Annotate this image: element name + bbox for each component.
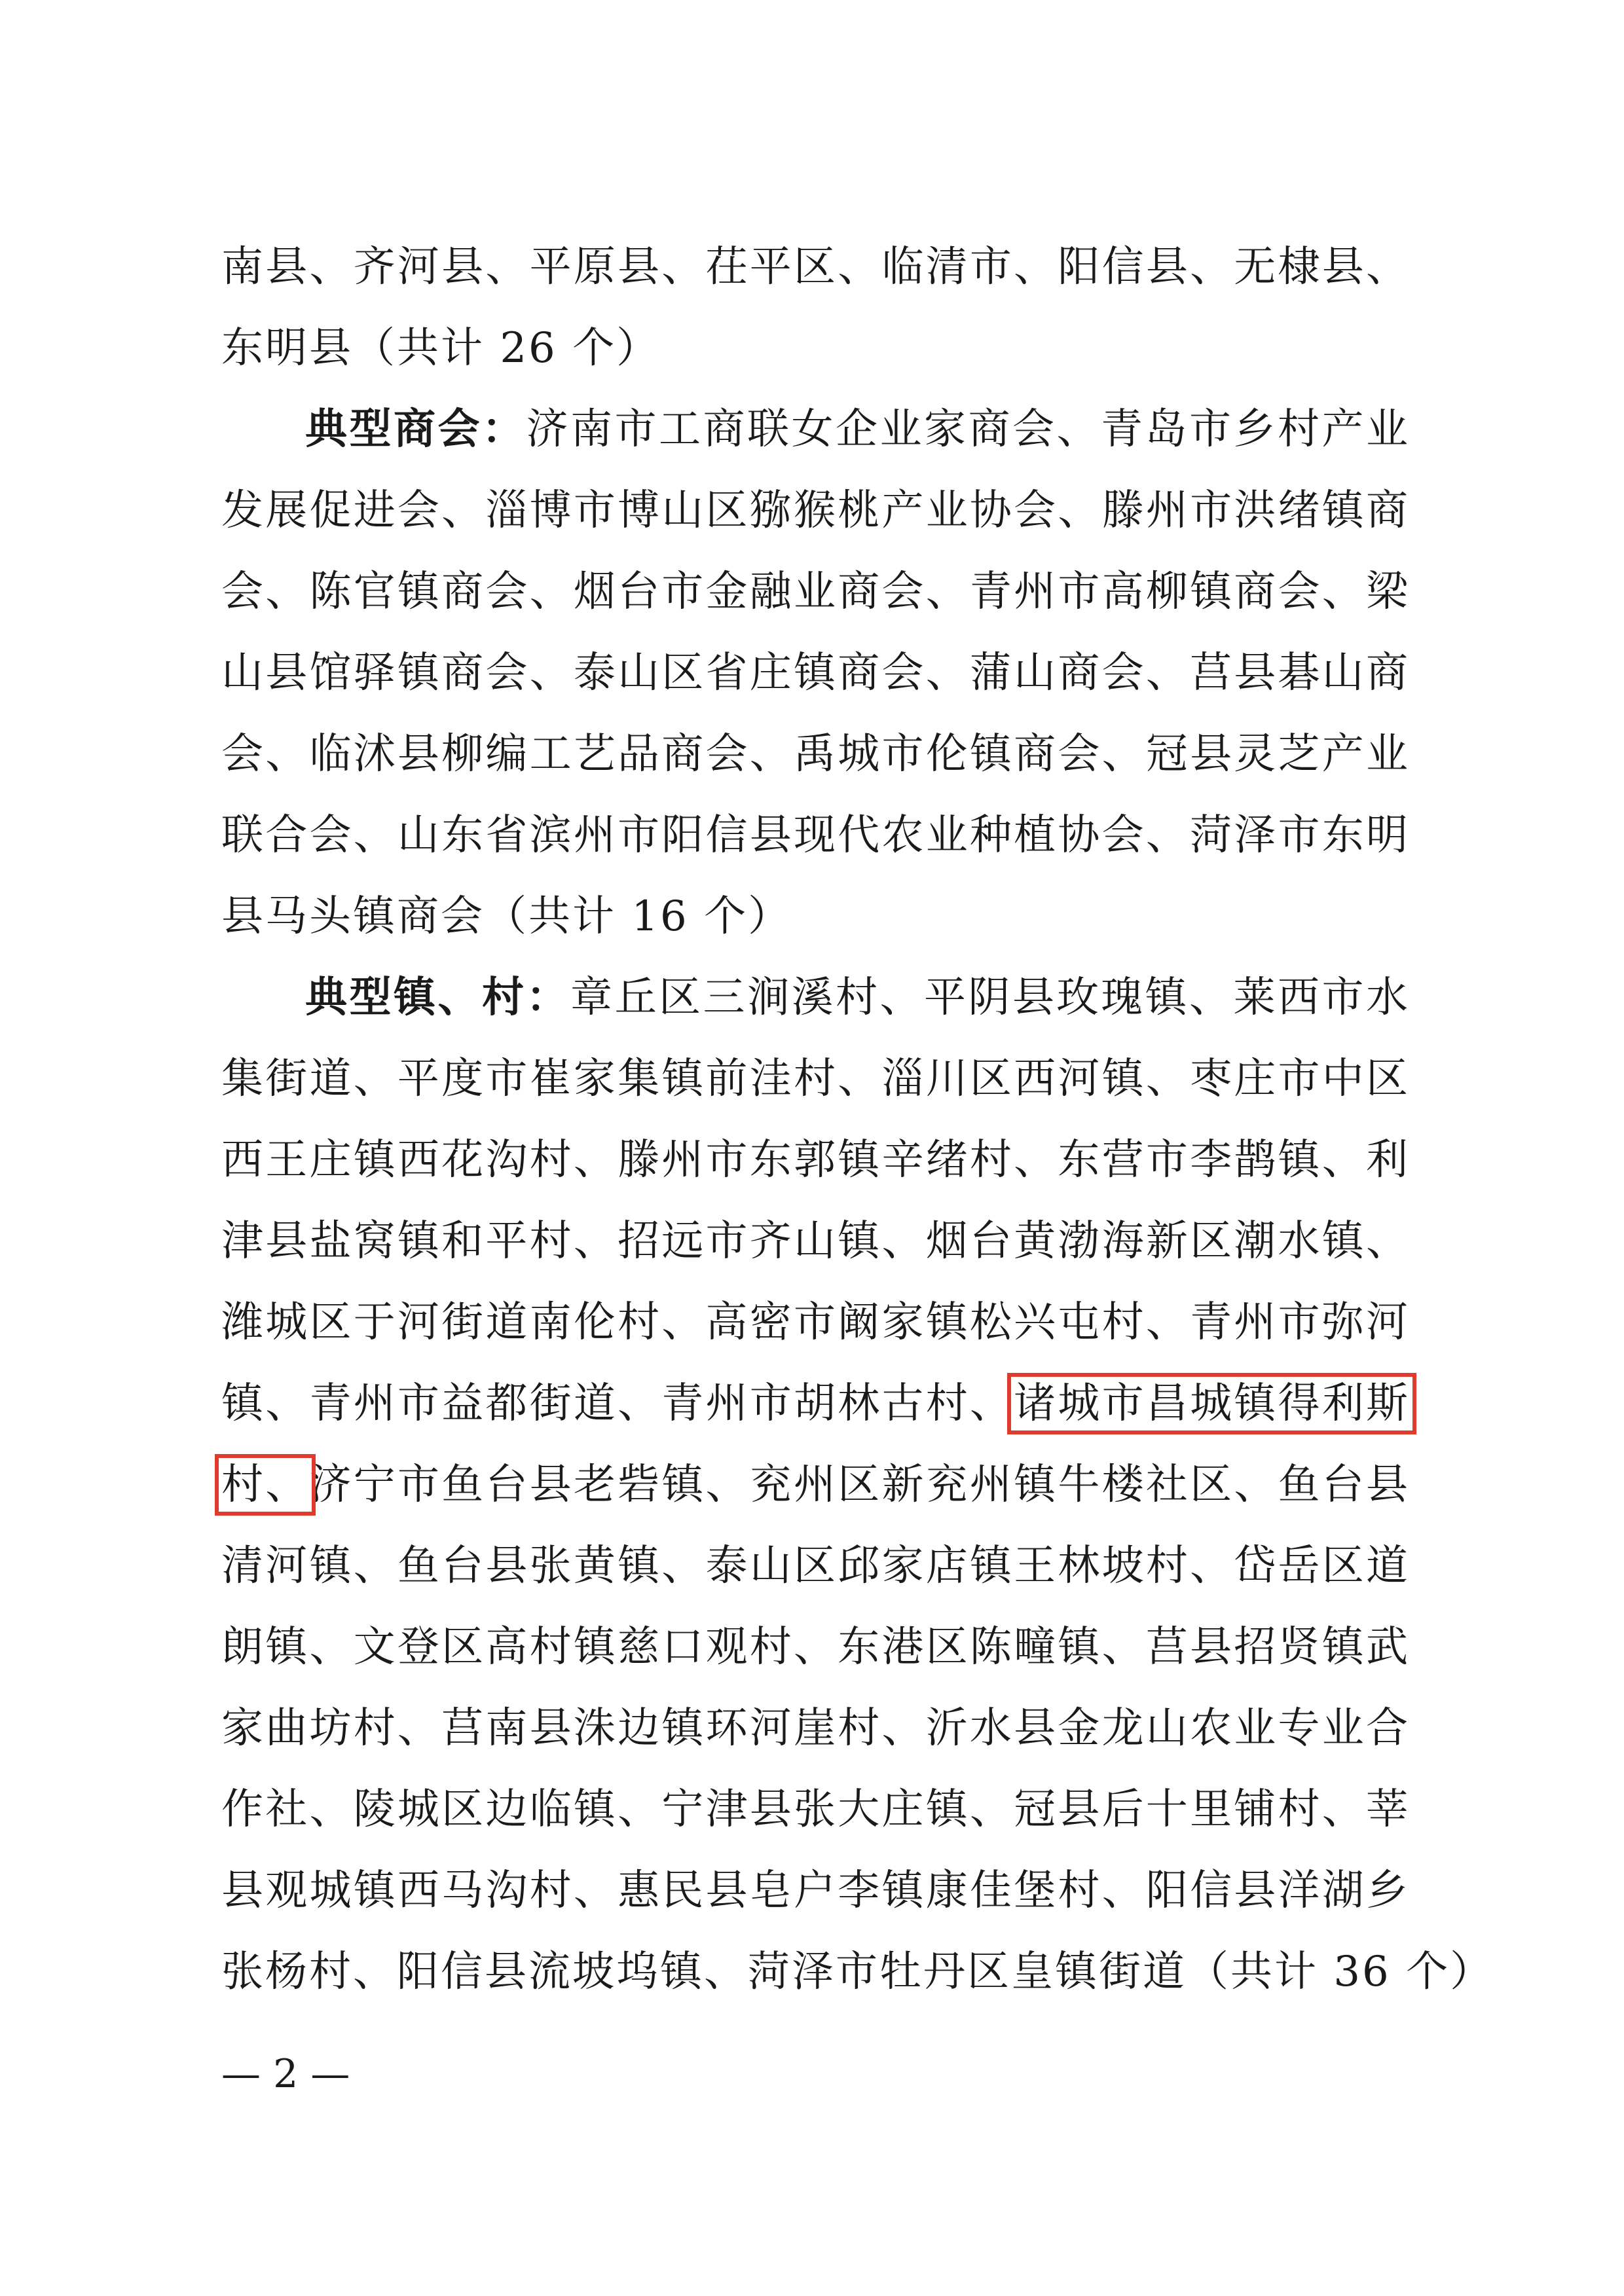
towns-line-8: 清河镇、鱼台县张黄镇、泰山区邱家店镇王林坡村、岱岳区道 <box>221 1542 1410 1590</box>
text-line <box>221 1769 1410 1850</box>
highlighted-village-part-1: 诸城市昌城镇得利斯 <box>1014 1379 1411 1428</box>
text-line <box>221 308 1410 389</box>
text-line <box>305 957 1410 1038</box>
counties-line-2: 东明县（共计 26 个） <box>221 324 661 373</box>
towns-line-10: 家曲坊村、莒南县洙边镇环河崖村、沂水县金龙山农业专业合 <box>221 1704 1410 1753</box>
towns-line-9: 朗镇、文登区高村镇慈口观村、东港区陈疃镇、莒县招贤镇武 <box>221 1623 1410 1671</box>
page-number: — 2 — <box>221 2051 350 2097</box>
text-line <box>221 1850 1410 1931</box>
chambers-line-1: 济南市工商联女企业家商会、青岛市乡村产业 <box>526 405 1410 454</box>
highlighted-village-part-2: 村、 <box>221 1461 310 1509</box>
text-line <box>221 1444 1410 1525</box>
text-line <box>221 1931 1494 2013</box>
towns-line-6: 镇、青州市益都街道、青州市胡林古村、 <box>221 1379 1014 1428</box>
towns-line-5: 潍城区于河街道南伦村、高密市阚家镇松兴屯村、青州市弥河 <box>221 1298 1410 1347</box>
towns-line-11: 作社、陵城区边临镇、宁津县张大庄镇、冠县后十里铺村、莘 <box>221 1785 1410 1834</box>
towns-line-13: 张杨村、阳信县流坡坞镇、菏泽市牡丹区皇镇街道（共计 36 个） <box>221 1948 1494 1996</box>
towns-line-1: 章丘区三涧溪村、平阴县玫瑰镇、莱西市水 <box>570 974 1410 1022</box>
chambers-line-6: 联合会、山东省滨州市阳信县现代农业种植协会、菏泽市东明 <box>221 811 1410 860</box>
towns-heading: 典型镇、村： <box>305 974 570 1022</box>
chambers-line-7: 县马头镇商会（共计 16 个） <box>221 892 792 941</box>
text-line <box>221 1525 1410 1607</box>
chambers-line-5: 会、临沭县柳编工艺品商会、禹城市伦镇商会、冠县灵芝产业 <box>221 730 1410 778</box>
towns-line-12: 县观城镇西马沟村、惠民县皂户李镇康佳堡村、阳信县洋湖乡 <box>221 1867 1410 1915</box>
counties-line-1: 南县、齐河县、平原县、茌平区、临清市、阳信县、无棣县、 <box>221 243 1410 291</box>
towns-line-4: 津县盐窝镇和平村、招远市齐山镇、烟台黄渤海新区潮水镇、 <box>221 1217 1410 1266</box>
text-line <box>221 632 1410 714</box>
text-line <box>305 389 1410 470</box>
towns-line-2: 集街道、平度市崔家集镇前洼村、淄川区西河镇、枣庄市中区 <box>221 1055 1410 1103</box>
text-line <box>221 1363 1410 1444</box>
text-line <box>221 227 1410 308</box>
text-line <box>221 876 1410 957</box>
text-line <box>221 1201 1410 1282</box>
text-line <box>221 1282 1410 1363</box>
chambers-line-4: 山县馆驿镇商会、泰山区省庄镇商会、蒲山商会、莒县碁山商 <box>221 649 1410 697</box>
text-line <box>221 1688 1410 1769</box>
towns-line-3: 西王庄镇西花沟村、滕州市东郭镇辛绪村、东营市李鹊镇、利 <box>221 1136 1410 1184</box>
chambers-line-2: 发展促进会、淄博市博山区猕猴桃产业协会、滕州市洪绪镇商 <box>221 486 1410 535</box>
text-line <box>221 1607 1410 1688</box>
towns-line-7: 济宁市鱼台县老砦镇、兖州区新兖州镇牛楼社区、鱼台县 <box>309 1461 1411 1509</box>
text-line <box>221 795 1410 876</box>
text-line <box>221 1038 1410 1120</box>
chambers-line-3: 会、陈官镇商会、烟台市金融业商会、青州市高柳镇商会、梁 <box>221 568 1410 616</box>
text-line <box>221 1120 1410 1201</box>
text-line <box>221 470 1410 551</box>
text-line <box>221 714 1410 795</box>
chambers-heading: 典型商会： <box>305 405 526 454</box>
text-line <box>221 551 1410 632</box>
